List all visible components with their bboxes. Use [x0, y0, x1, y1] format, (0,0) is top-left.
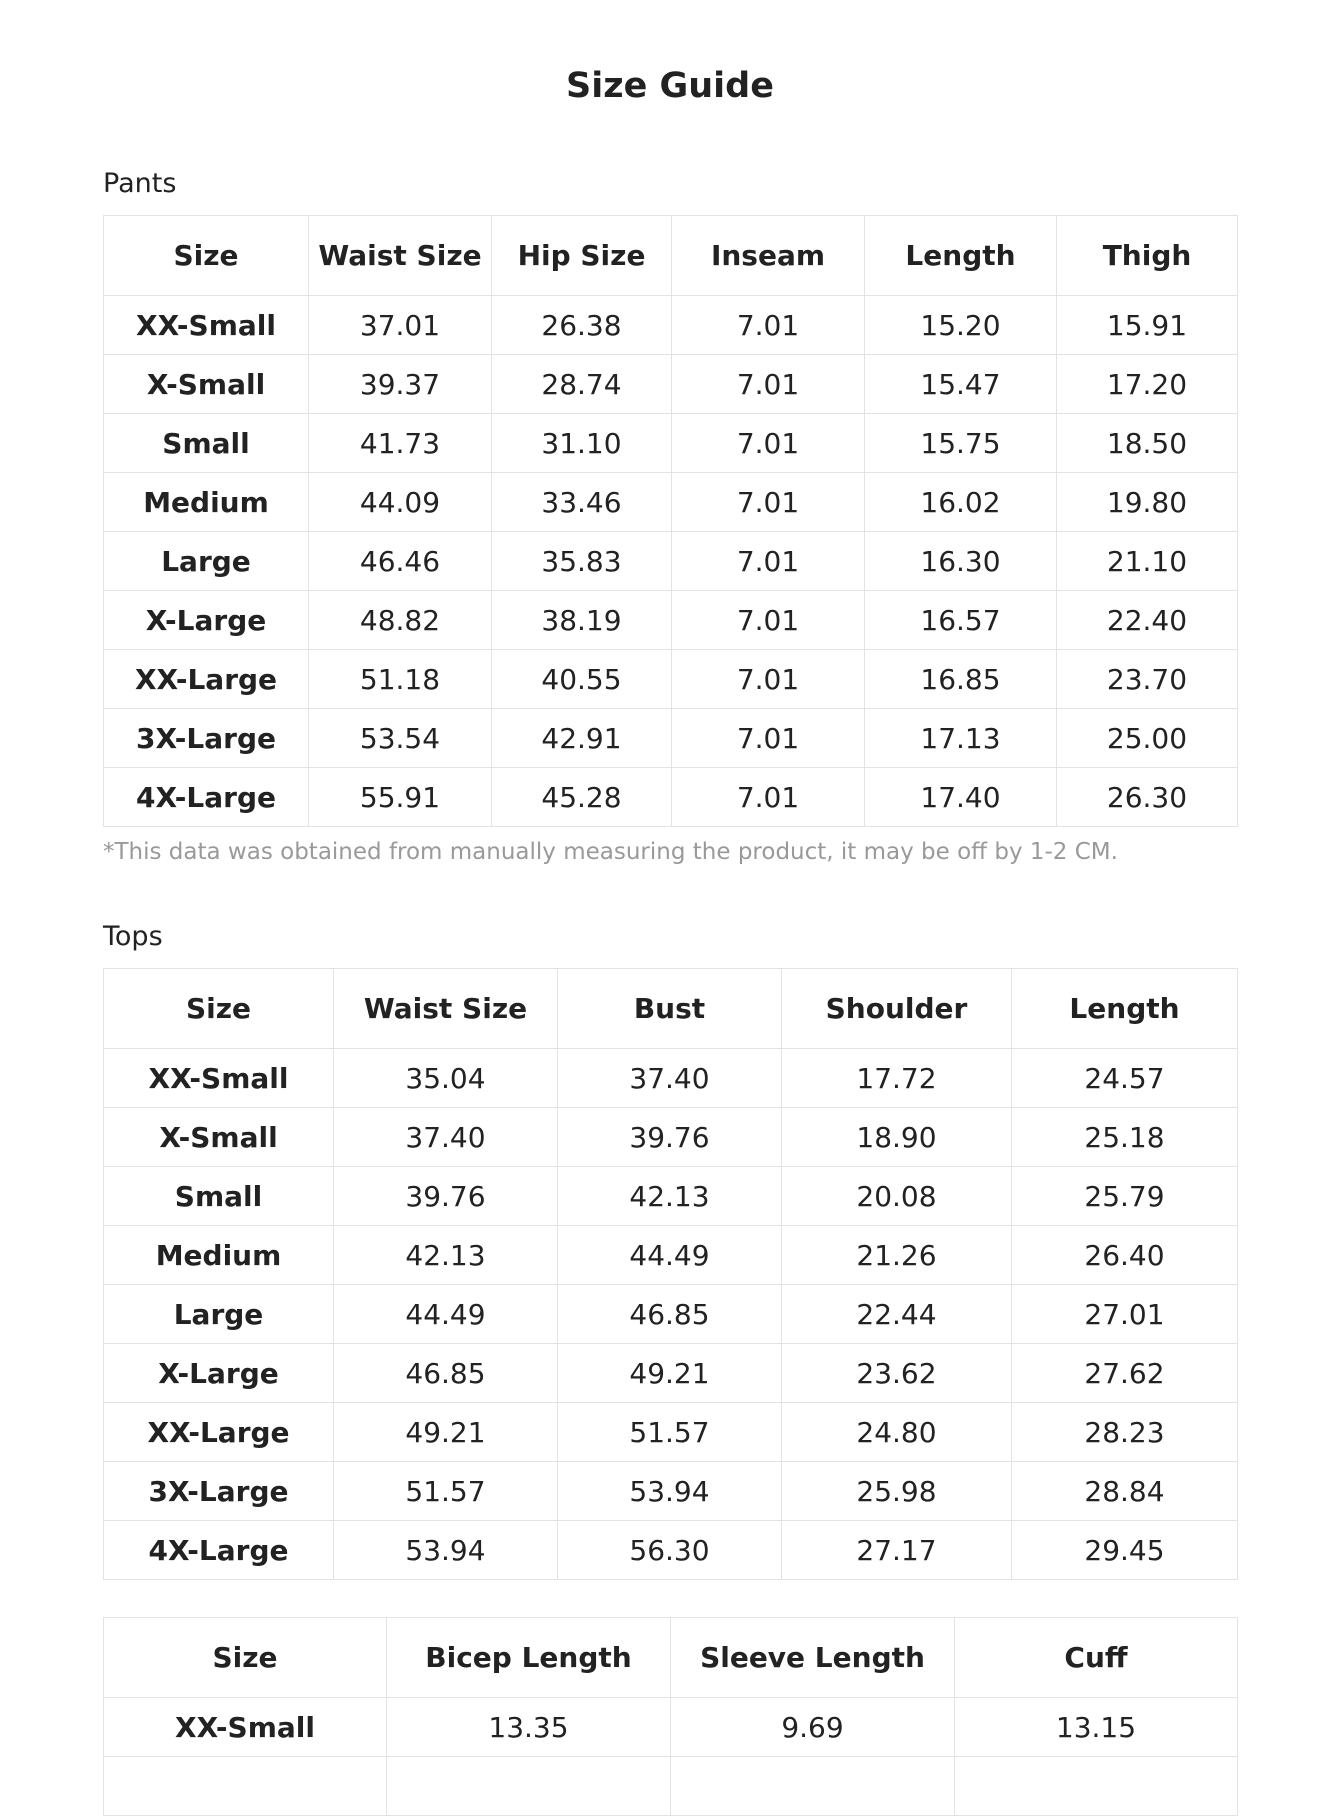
table-row [104, 532, 1238, 591]
measurement-cell: 37.01 [309, 296, 492, 355]
measurement-cell: 26.40 [1012, 1226, 1238, 1285]
header-row [104, 1618, 1238, 1698]
size-cell: XX-Large [104, 1403, 334, 1462]
measurement-cell: 35.83 [492, 532, 672, 591]
section-label-tops: Tops [103, 921, 163, 952]
table-row [104, 1108, 1238, 1167]
measurement-note: *This data was obtained from manually measuring the product, it may be off by 1-2 CM. [103, 839, 1118, 865]
size-cell: Large [104, 532, 309, 591]
measurement-cell: 13.15 [955, 1698, 1238, 1757]
column-header: Waist Size [309, 216, 492, 296]
measurement-cell: 45.28 [492, 768, 672, 827]
table-row [104, 1698, 1238, 1757]
header-row [104, 969, 1238, 1049]
sleeve-table-header [104, 1618, 1238, 1698]
table-row [104, 296, 1238, 355]
column-header: Size [104, 216, 309, 296]
page-title: Size Guide [566, 66, 774, 106]
measurement-cell: 55.91 [309, 768, 492, 827]
measurement-cell: 42.13 [558, 1167, 782, 1226]
tops-table-body [104, 1049, 1238, 1580]
measurement-cell: 7.01 [672, 473, 865, 532]
measurement-cell: 46.46 [309, 532, 492, 591]
table-row [104, 709, 1238, 768]
column-header: Size [104, 1618, 387, 1698]
size-cell: 3X-Large [104, 709, 309, 768]
table-row [104, 768, 1238, 827]
pants-table-header [104, 216, 1238, 296]
measurement-cell: 25.79 [1012, 1167, 1238, 1226]
measurement-cell: 7.01 [672, 532, 865, 591]
measurement-cell: 35.04 [334, 1049, 558, 1108]
size-cell: XX-Small [104, 296, 309, 355]
size-cell: 4X-Large [104, 768, 309, 827]
measurement-cell: 44.49 [558, 1226, 782, 1285]
measurement-cell: 31.10 [492, 414, 672, 473]
column-header: Size [104, 969, 334, 1049]
measurement-cell: 51.57 [334, 1462, 558, 1521]
table-row [104, 1462, 1238, 1521]
measurement-cell: 15.20 [865, 296, 1057, 355]
column-header: Hip Size [492, 216, 672, 296]
measurement-cell: 53.94 [334, 1521, 558, 1580]
measurement-cell: 16.57 [865, 591, 1057, 650]
measurement-cell: 48.82 [309, 591, 492, 650]
measurement-cell: 49.21 [334, 1403, 558, 1462]
measurement-cell: 44.49 [334, 1285, 558, 1344]
column-header: Shoulder [782, 969, 1012, 1049]
measurement-cell: 56.30 [558, 1521, 782, 1580]
column-header: Waist Size [334, 969, 558, 1049]
size-cell: XX-Small [104, 1698, 387, 1757]
measurement-cell: 39.76 [558, 1108, 782, 1167]
measurement-cell: 7.01 [672, 591, 865, 650]
measurement-cell: 17.13 [865, 709, 1057, 768]
table-row [104, 473, 1238, 532]
table-row [104, 1049, 1238, 1108]
measurement-cell [955, 1757, 1238, 1816]
size-cell: 4X-Large [104, 1521, 334, 1580]
measurement-cell: 53.94 [558, 1462, 782, 1521]
measurement-cell: 16.85 [865, 650, 1057, 709]
measurement-cell: 24.57 [1012, 1049, 1238, 1108]
measurement-cell: 44.09 [309, 473, 492, 532]
pants-size-table [103, 215, 1238, 827]
measurement-cell: 15.47 [865, 355, 1057, 414]
measurement-cell: 16.30 [865, 532, 1057, 591]
tops-sleeve-table [103, 1617, 1238, 1816]
table-row [104, 650, 1238, 709]
size-cell: Medium [104, 1226, 334, 1285]
measurement-cell: 22.40 [1057, 591, 1238, 650]
size-cell: Small [104, 414, 309, 473]
measurement-cell: 37.40 [334, 1108, 558, 1167]
measurement-cell: 26.38 [492, 296, 672, 355]
measurement-cell: 42.13 [334, 1226, 558, 1285]
measurement-cell: 27.17 [782, 1521, 1012, 1580]
column-header: Length [1012, 969, 1238, 1049]
measurement-cell: 27.62 [1012, 1344, 1238, 1403]
tops-table-header [104, 969, 1238, 1049]
sleeve-table-body [104, 1698, 1238, 1816]
measurement-cell: 7.01 [672, 709, 865, 768]
table-row [104, 355, 1238, 414]
measurement-cell: 7.01 [672, 414, 865, 473]
measurement-cell [387, 1757, 671, 1816]
measurement-cell: 22.44 [782, 1285, 1012, 1344]
measurement-cell: 40.55 [492, 650, 672, 709]
measurement-cell: 18.50 [1057, 414, 1238, 473]
column-header: Bicep Length [387, 1618, 671, 1698]
measurement-cell: 23.70 [1057, 650, 1238, 709]
column-header: Length [865, 216, 1057, 296]
column-header: Cuff [955, 1618, 1238, 1698]
column-header: Inseam [672, 216, 865, 296]
measurement-cell [671, 1757, 955, 1816]
measurement-cell: 24.80 [782, 1403, 1012, 1462]
measurement-cell: 26.30 [1057, 768, 1238, 827]
header-row [104, 216, 1238, 296]
size-cell: Medium [104, 473, 309, 532]
pants-table-body [104, 296, 1238, 827]
column-header: Bust [558, 969, 782, 1049]
measurement-cell: 41.73 [309, 414, 492, 473]
measurement-cell: 15.75 [865, 414, 1057, 473]
table-row [104, 1344, 1238, 1403]
measurement-cell: 28.74 [492, 355, 672, 414]
table-row [104, 1521, 1238, 1580]
measurement-cell: 29.45 [1012, 1521, 1238, 1580]
measurement-cell: 42.91 [492, 709, 672, 768]
measurement-cell: 7.01 [672, 650, 865, 709]
measurement-cell: 21.26 [782, 1226, 1012, 1285]
measurement-cell: 15.91 [1057, 296, 1238, 355]
measurement-cell: 51.57 [558, 1403, 782, 1462]
size-cell: XX-Small [104, 1049, 334, 1108]
measurement-cell: 25.18 [1012, 1108, 1238, 1167]
measurement-cell: 20.08 [782, 1167, 1012, 1226]
measurement-cell: 17.40 [865, 768, 1057, 827]
measurement-cell: 38.19 [492, 591, 672, 650]
size-cell: X-Large [104, 1344, 334, 1403]
size-cell: Small [104, 1167, 334, 1226]
measurement-cell: 51.18 [309, 650, 492, 709]
size-cell: X-Small [104, 355, 309, 414]
size-cell: 3X-Large [104, 1462, 334, 1521]
column-header: Sleeve Length [671, 1618, 955, 1698]
size-cell [104, 1757, 387, 1816]
measurement-cell: 7.01 [672, 296, 865, 355]
measurement-cell: 17.72 [782, 1049, 1012, 1108]
measurement-cell: 17.20 [1057, 355, 1238, 414]
measurement-cell: 25.00 [1057, 709, 1238, 768]
table-row [104, 591, 1238, 650]
measurement-cell: 39.37 [309, 355, 492, 414]
measurement-cell: 25.98 [782, 1462, 1012, 1521]
measurement-cell: 33.46 [492, 473, 672, 532]
measurement-cell: 13.35 [387, 1698, 671, 1757]
column-header: Thigh [1057, 216, 1238, 296]
measurement-cell: 21.10 [1057, 532, 1238, 591]
measurement-cell: 28.84 [1012, 1462, 1238, 1521]
measurement-cell: 46.85 [334, 1344, 558, 1403]
size-cell: X-Large [104, 591, 309, 650]
measurement-cell: 23.62 [782, 1344, 1012, 1403]
measurement-cell: 37.40 [558, 1049, 782, 1108]
measurement-cell: 18.90 [782, 1108, 1012, 1167]
table-row [104, 1226, 1238, 1285]
tops-size-table [103, 968, 1238, 1580]
measurement-cell: 27.01 [1012, 1285, 1238, 1344]
table-row [104, 414, 1238, 473]
size-cell: XX-Large [104, 650, 309, 709]
measurement-cell: 28.23 [1012, 1403, 1238, 1462]
measurement-cell: 46.85 [558, 1285, 782, 1344]
measurement-cell: 7.01 [672, 355, 865, 414]
measurement-cell: 16.02 [865, 473, 1057, 532]
size-cell: Large [104, 1285, 334, 1344]
measurement-cell: 9.69 [671, 1698, 955, 1757]
table-row [104, 1285, 1238, 1344]
table-row [104, 1167, 1238, 1226]
measurement-cell: 19.80 [1057, 473, 1238, 532]
measurement-cell: 49.21 [558, 1344, 782, 1403]
measurement-cell: 53.54 [309, 709, 492, 768]
size-cell: X-Small [104, 1108, 334, 1167]
table-row [104, 1403, 1238, 1462]
measurement-cell: 7.01 [672, 768, 865, 827]
section-label-pants: Pants [103, 168, 177, 199]
table-row [104, 1757, 1238, 1816]
measurement-cell: 39.76 [334, 1167, 558, 1226]
